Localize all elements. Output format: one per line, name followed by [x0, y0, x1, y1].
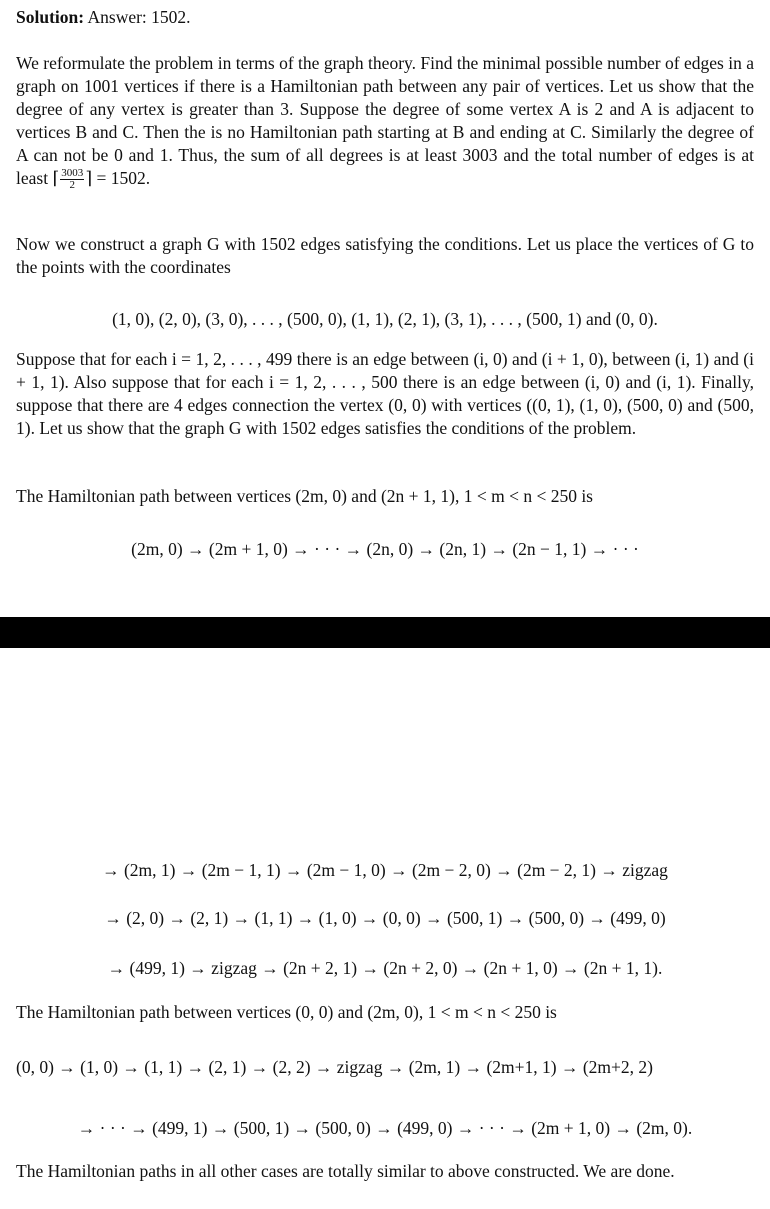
- equation-path-3: → (2, 0) → (2, 1) → (1, 1) → (1, 0) → (0, 0) → (500, 1) → (500, 0) → (499, 0): [104, 908, 666, 928]
- least-suffix: ⌉ = 1502.: [85, 168, 151, 188]
- black-divider-bar: [0, 617, 770, 648]
- fraction-denominator: 2: [69, 179, 76, 192]
- paragraph-path-intro-2: The Hamiltonian path between vertices (0, 0) and (2m, 0), 1 < m < n < 250 is: [16, 1002, 557, 1022]
- equation-path-6: → · · · → (499, 1) → (500, 1) → (500, 0) → (499, 0) → · · · → (2m + 1, 0) → (2m, 0).: [77, 1118, 693, 1138]
- paragraph-conclusion: The Hamiltonian paths in all other cases are totally similar to above constructed. We are done.: [16, 1161, 675, 1181]
- paragraph-reformulation: [16, 52, 754, 191]
- paragraph-construction: Now we construct a graph G with 1502 edges satisfying the conditions. Let us place the vertices of G to the points with the coordinates: [16, 234, 754, 277]
- equation-path-4: → (499, 1) → zigzag → (2n + 2, 1) → (2n + 2, 0) → (2n + 1, 0) → (2n + 1, 1).: [107, 958, 663, 978]
- solution-line: [16, 6, 754, 29]
- equation-coordinates: (1, 0), (2, 0), (3, 0), . . . , (500, 0), (1, 1), (2, 1), (3, 1), . . . , (500, 1) and (0, 0).: [112, 309, 658, 329]
- paragraph-reformulation-text: We reformulate the problem in terms of the graph theory. Find the minimal possible number of edges in a graph on 1001 vertices if there is a Hamiltonian path between any pair of vertices. Let us show that the degree of any vertex is greater than 3. Suppose the degree of some vertex A is 2 and A is adjacent to vertices B and C. Then the is no Hamiltonian path starting at B and ending at C. Similarly the degree of A can not be 0 and 1. Thus, the sum of all degrees is at least 3003 and the total number of edges is at: [16, 53, 754, 165]
- equation-path-1: (2m, 0) → (2m + 1, 0) → · · · → (2n, 0) → (2n, 1) → (2n − 1, 1) → · · ·: [131, 539, 639, 559]
- equation-path-5: (0, 0) → (1, 0) → (1, 1) → (2, 1) → (2, 2) → zigzag → (2m, 1) → (2m+1, 1) → (2m+2, 2): [16, 1057, 653, 1077]
- fraction-numerator: 3003: [61, 167, 84, 180]
- solution-answer: Answer: 1502.: [87, 7, 191, 27]
- paragraph-edges: Suppose that for each i = 1, 2, . . . , 499 there is an edge between (i, 0) and (i + 1, 0), between (i, 1) and (i + 1, 1). Also suppose that for each i = 1, 2, . . . , 500 there is an edge between (i, 0) and (i, 1). Finally, suppose that there are 4 edges connection the vertex (0, 0) with vertices ((0, 1), (1, 0), (500, 0) and (500, 1). Let us show that the graph G with 1502 edges satisfies the conditions of the problem.: [16, 349, 754, 438]
- solution-label: Solution:: [16, 7, 85, 27]
- paragraph-path-intro-1: The Hamiltonian path between vertices (2m, 0) and (2n + 1, 1), 1 < m < n < 250 is: [16, 486, 593, 506]
- fraction: [60, 168, 84, 191]
- least-prefix: least ⌈: [16, 168, 60, 188]
- equation-path-2: → (2m, 1) → (2m − 1, 1) → (2m − 1, 0) → (2m − 2, 0) → (2m − 2, 1) → zigzag: [102, 860, 668, 880]
